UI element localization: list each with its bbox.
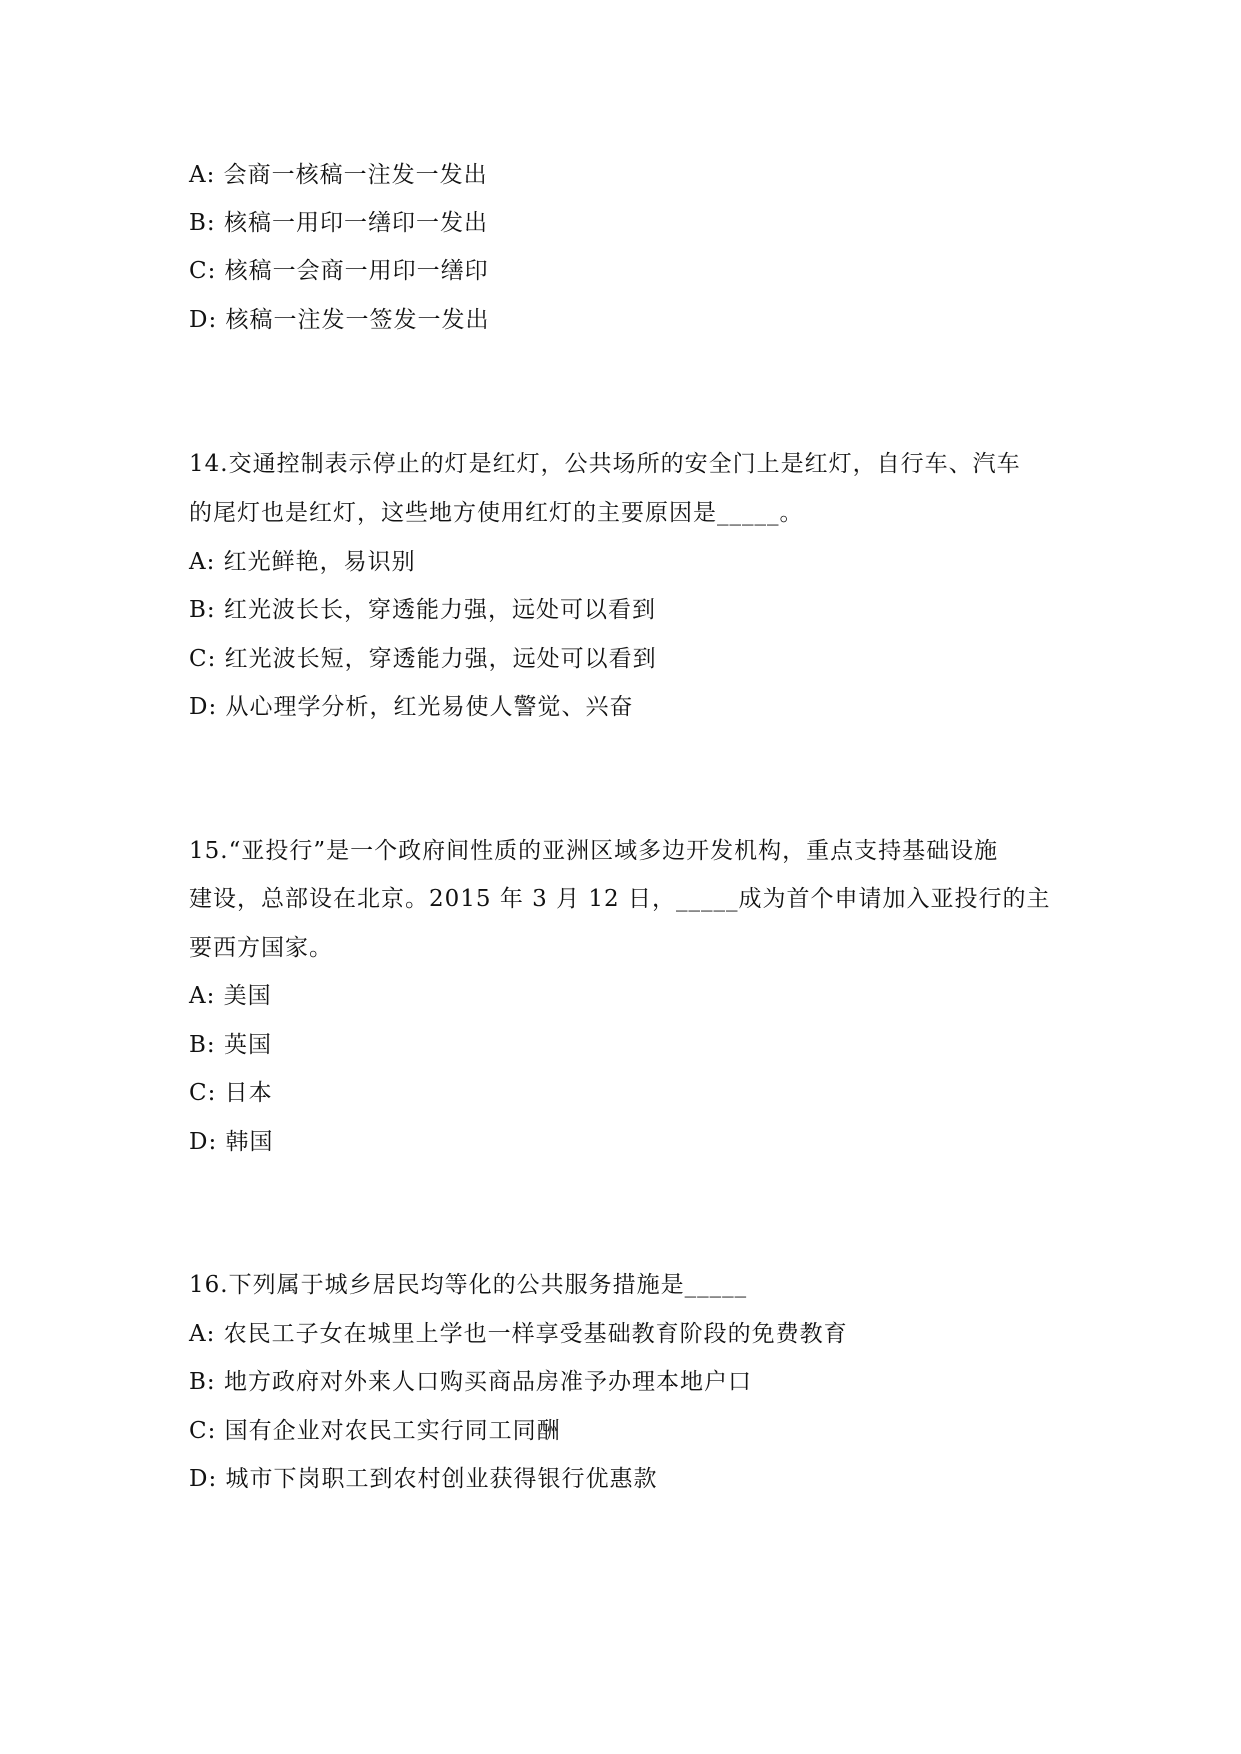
option-c: C: 核稿一会商一用印一缮印 xyxy=(189,258,489,284)
option-c: C: 国有企业对农民工实行同工同酬 xyxy=(189,1418,561,1444)
option-b: B: 红光波长长，穿透能力强，远处可以看到 xyxy=(189,597,656,623)
option-d: D: 城市下岗职工到农村创业获得银行优惠款 xyxy=(189,1466,658,1492)
option-a: A: 红光鲜艳，易识别 xyxy=(189,549,416,575)
question-stem-line: 建设，总部设在北京。2015 年 3 月 12 日，_____成为首个申请加入亚投行的主 xyxy=(189,886,1051,912)
option-b: B: 英国 xyxy=(189,1032,272,1058)
question-stem-line: 16.下列属于城乡居民均等化的公共服务措施是_____ xyxy=(189,1272,748,1298)
option-d: D: 韩国 xyxy=(189,1129,274,1155)
option-c: C: 日本 xyxy=(189,1080,273,1106)
option-a: A: 会商一核稿一注发一发出 xyxy=(189,162,488,188)
option-a: A: 农民工子女在城里上学也一样享受基础教育阶段的免费教育 xyxy=(189,1321,848,1347)
option-d: D: 核稿一注发一签发一发出 xyxy=(189,307,490,333)
question-stem-line: 要西方国家。 xyxy=(189,935,333,961)
option-b: B: 核稿一用印一缮印一发出 xyxy=(189,210,488,236)
option-a: A: 美国 xyxy=(189,983,272,1009)
option-c: C: 红光波长短，穿透能力强，远处可以看到 xyxy=(189,646,657,672)
question-stem-line: 的尾灯也是红灯，这些地方使用红灯的主要原因是_____。 xyxy=(189,500,804,526)
question-stem-line: 15.“亚投行”是一个政府间性质的亚洲区域多边开发机构，重点支持基础设施 xyxy=(189,838,999,864)
question-stem-line: 14.交通控制表示停止的灯是红灯，公共场所的安全门上是红灯，自行车、汽车 xyxy=(189,451,1021,477)
option-d: D: 从心理学分析，红光易使人警觉、兴奋 xyxy=(189,694,634,720)
option-b: B: 地方政府对外来人口购买商品房准予办理本地户口 xyxy=(189,1369,752,1395)
